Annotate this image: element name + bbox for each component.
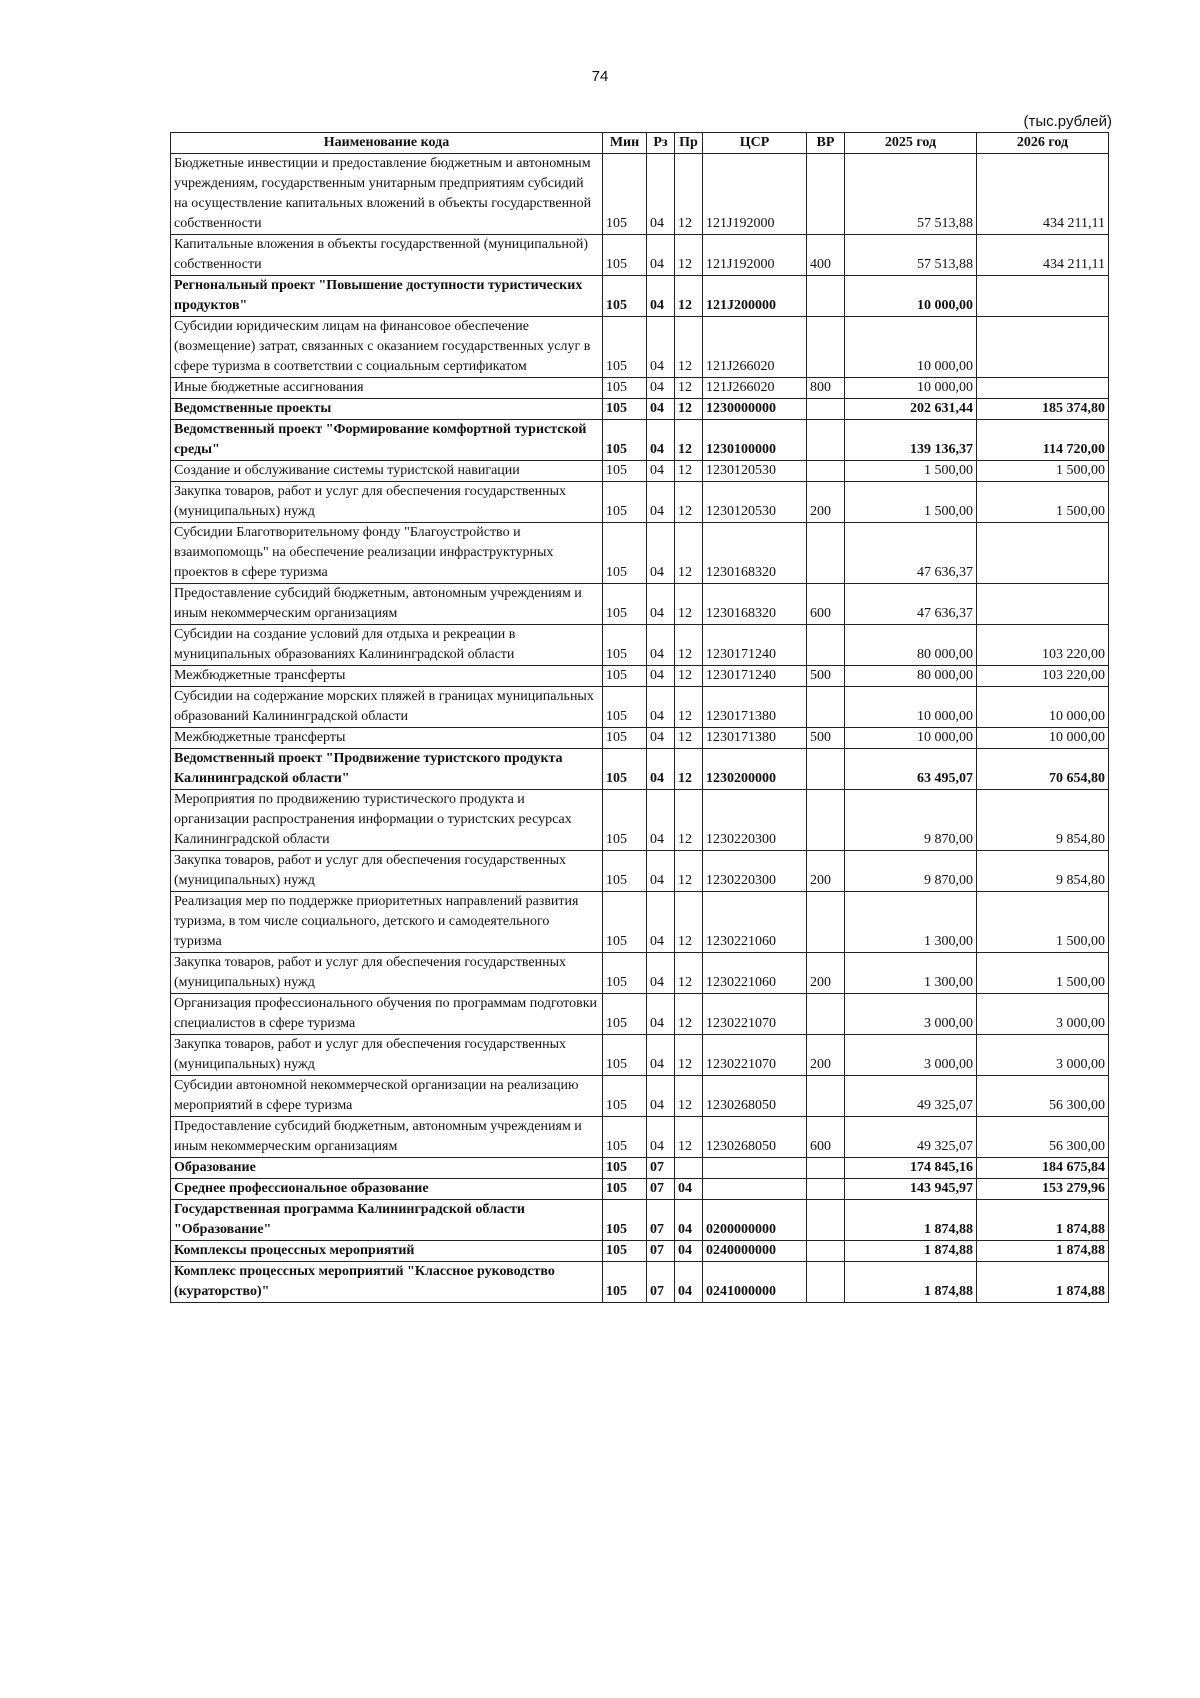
cell-name: Предоставление субсидий бюджетным, автономным учреждениям и иным некоммерческим организациям	[171, 584, 603, 625]
cell-pr: 04	[675, 1179, 703, 1200]
cell-name: Закупка товаров, работ и услуг для обеспечения государственных (муниципальных) нужд	[171, 851, 603, 892]
cell-rz: 04	[647, 790, 675, 851]
cell-name: Закупка товаров, работ и услуг для обеспечения государственных (муниципальных) нужд	[171, 1035, 603, 1076]
table-row	[171, 420, 1109, 461]
table-row	[171, 953, 1109, 994]
cell-min: 105	[603, 1158, 647, 1179]
cell-pr: 12	[675, 687, 703, 728]
cell-vr	[807, 420, 845, 461]
cell-rz: 04	[647, 482, 675, 523]
cell-pr: 12	[675, 276, 703, 317]
cell-csr: 1230268050	[703, 1076, 807, 1117]
cell-pr: 04	[675, 1241, 703, 1262]
cell-name: Иные бюджетные ассигнования	[171, 378, 603, 399]
cell-rz: 04	[647, 1117, 675, 1158]
cell-rz: 04	[647, 892, 675, 953]
cell-2026	[977, 317, 1109, 378]
cell-2026: 1 874,88	[977, 1200, 1109, 1241]
cell-rz: 04	[647, 687, 675, 728]
cell-min: 105	[603, 1200, 647, 1241]
cell-2025: 57 513,88	[845, 154, 977, 235]
cell-2026	[977, 378, 1109, 399]
header-2025: 2025 год	[845, 133, 977, 154]
cell-name: Ведомственный проект "Формирование комфортной туристской среды"	[171, 420, 603, 461]
cell-2025: 9 870,00	[845, 790, 977, 851]
table-row	[171, 1241, 1109, 1262]
table-body	[171, 154, 1109, 1303]
cell-vr	[807, 892, 845, 953]
cell-pr: 12	[675, 378, 703, 399]
cell-pr: 12	[675, 892, 703, 953]
cell-name: Закупка товаров, работ и услуг для обеспечения государственных (муниципальных) нужд	[171, 482, 603, 523]
cell-csr: 1230120530	[703, 482, 807, 523]
cell-csr: 1230168320	[703, 523, 807, 584]
cell-pr: 12	[675, 625, 703, 666]
cell-name: Реализация мер по поддержке приоритетных направлений развития туризма, в том числе социального, детского и самодеятельного туризма	[171, 892, 603, 953]
cell-pr: 12	[675, 235, 703, 276]
cell-vr	[807, 1200, 845, 1241]
cell-2026: 70 654,80	[977, 749, 1109, 790]
header-min: Мин	[603, 133, 647, 154]
header-name: Наименование кода	[171, 133, 603, 154]
cell-pr: 12	[675, 1117, 703, 1158]
table-row	[171, 1200, 1109, 1241]
cell-vr	[807, 687, 845, 728]
cell-rz: 04	[647, 154, 675, 235]
cell-2026: 153 279,96	[977, 1179, 1109, 1200]
cell-2026: 10 000,00	[977, 728, 1109, 749]
table-row	[171, 584, 1109, 625]
table-row	[171, 790, 1109, 851]
table-row	[171, 1158, 1109, 1179]
cell-2025: 1 874,88	[845, 1200, 977, 1241]
cell-min: 105	[603, 154, 647, 235]
cell-min: 105	[603, 1241, 647, 1262]
table-row	[171, 666, 1109, 687]
cell-rz: 04	[647, 399, 675, 420]
cell-2026	[977, 523, 1109, 584]
cell-min: 105	[603, 461, 647, 482]
cell-min: 105	[603, 1076, 647, 1117]
cell-2025: 47 636,37	[845, 523, 977, 584]
cell-csr: 0200000000	[703, 1200, 807, 1241]
cell-vr: 200	[807, 1035, 845, 1076]
cell-vr	[807, 1076, 845, 1117]
cell-rz: 07	[647, 1179, 675, 1200]
cell-name: Регнональный проект "Повышение доступности туристических продуктов"	[171, 276, 603, 317]
cell-pr: 12	[675, 790, 703, 851]
cell-2026: 3 000,00	[977, 994, 1109, 1035]
cell-name: Бюджетные инвестиции и предоставление бюджетным и автономным учреждениям, государственным унитарным предприятиям субсидий на осуществление капитальных вложений в объекты государственной собственности	[171, 154, 603, 235]
cell-min: 105	[603, 851, 647, 892]
cell-2025: 9 870,00	[845, 851, 977, 892]
cell-min: 105	[603, 687, 647, 728]
cell-vr: 600	[807, 584, 845, 625]
cell-rz: 04	[647, 994, 675, 1035]
cell-vr: 500	[807, 666, 845, 687]
cell-pr: 12	[675, 994, 703, 1035]
cell-name: Межбюджетные трансферты	[171, 728, 603, 749]
cell-min: 105	[603, 749, 647, 790]
cell-name: Ведомственный проект "Продвижение туристского продукта Калининградской области"	[171, 749, 603, 790]
cell-name: Образование	[171, 1158, 603, 1179]
cell-csr: 1230000000	[703, 399, 807, 420]
cell-pr	[675, 1158, 703, 1179]
cell-rz: 04	[647, 749, 675, 790]
cell-min: 105	[603, 482, 647, 523]
cell-csr: 1230100000	[703, 420, 807, 461]
cell-pr: 12	[675, 728, 703, 749]
cell-vr	[807, 1262, 845, 1303]
cell-2025: 10 000,00	[845, 317, 977, 378]
cell-csr: 1230220300	[703, 790, 807, 851]
cell-name: Мероприятия по продвижению туристического продукта и организации распространения информации о туристских ресурсах Калининградской области	[171, 790, 603, 851]
cell-vr	[807, 1179, 845, 1200]
cell-vr	[807, 461, 845, 482]
cell-vr: 200	[807, 482, 845, 523]
table-row	[171, 625, 1109, 666]
header-2026: 2026 год	[977, 133, 1109, 154]
cell-pr: 12	[675, 154, 703, 235]
cell-csr: 1230120530	[703, 461, 807, 482]
cell-vr	[807, 523, 845, 584]
cell-csr: 1230168320	[703, 584, 807, 625]
cell-2026	[977, 584, 1109, 625]
cell-2026: 9 854,80	[977, 851, 1109, 892]
cell-csr: 1230171380	[703, 687, 807, 728]
cell-csr	[703, 1158, 807, 1179]
cell-min: 105	[603, 1117, 647, 1158]
cell-name: Субсидии Благотворительному фонду "Благоустройство и взаимопомощь" на обеспечение реализации инфраструктурных проектов в сфере туризма	[171, 523, 603, 584]
cell-pr: 12	[675, 399, 703, 420]
cell-csr: 1230221060	[703, 892, 807, 953]
cell-2026: 10 000,00	[977, 687, 1109, 728]
cell-2025: 10 000,00	[845, 687, 977, 728]
cell-vr	[807, 625, 845, 666]
cell-vr: 200	[807, 953, 845, 994]
cell-rz: 04	[647, 378, 675, 399]
cell-rz: 07	[647, 1262, 675, 1303]
cell-pr: 12	[675, 317, 703, 378]
cell-rz: 04	[647, 1076, 675, 1117]
cell-csr: 1230268050	[703, 1117, 807, 1158]
cell-min: 105	[603, 625, 647, 666]
cell-vr	[807, 399, 845, 420]
cell-min: 105	[603, 378, 647, 399]
cell-min: 105	[603, 584, 647, 625]
cell-rz: 04	[647, 851, 675, 892]
cell-csr: 1230171380	[703, 728, 807, 749]
cell-2025: 1 300,00	[845, 892, 977, 953]
cell-2026: 3 000,00	[977, 1035, 1109, 1076]
header-csr: ЦСР	[703, 133, 807, 154]
cell-rz: 04	[647, 728, 675, 749]
cell-vr: 500	[807, 728, 845, 749]
cell-pr: 12	[675, 584, 703, 625]
cell-min: 105	[603, 728, 647, 749]
cell-vr	[807, 749, 845, 790]
cell-2026: 103 220,00	[977, 625, 1109, 666]
cell-min: 105	[603, 892, 647, 953]
cell-pr: 12	[675, 523, 703, 584]
table-row	[171, 1179, 1109, 1200]
table-row	[171, 687, 1109, 728]
table-row	[171, 378, 1109, 399]
cell-name: Ведомственные проекты	[171, 399, 603, 420]
cell-2026: 56 300,00	[977, 1076, 1109, 1117]
table-row	[171, 482, 1109, 523]
cell-2025: 1 874,88	[845, 1262, 977, 1303]
cell-2026: 1 874,88	[977, 1241, 1109, 1262]
cell-csr: 0240000000	[703, 1241, 807, 1262]
cell-vr	[807, 994, 845, 1035]
table-row	[171, 851, 1109, 892]
cell-2026: 1 500,00	[977, 953, 1109, 994]
cell-2025: 10 000,00	[845, 378, 977, 399]
cell-2026: 9 854,80	[977, 790, 1109, 851]
cell-2026: 1 500,00	[977, 482, 1109, 523]
cell-csr: 1230221060	[703, 953, 807, 994]
cell-2025: 49 325,07	[845, 1076, 977, 1117]
cell-min: 105	[603, 420, 647, 461]
cell-rz: 04	[647, 235, 675, 276]
cell-pr: 04	[675, 1262, 703, 1303]
cell-2025: 1 500,00	[845, 482, 977, 523]
cell-2025: 10 000,00	[845, 728, 977, 749]
cell-2025: 1 500,00	[845, 461, 977, 482]
cell-name: Субсидии на создание условий для отдыха и рекреации в муниципальных образованиях Калининградской области	[171, 625, 603, 666]
cell-pr: 12	[675, 420, 703, 461]
cell-2025: 63 495,07	[845, 749, 977, 790]
table-row	[171, 728, 1109, 749]
cell-csr: 121J200000	[703, 276, 807, 317]
cell-pr: 12	[675, 749, 703, 790]
cell-min: 105	[603, 790, 647, 851]
cell-min: 105	[603, 1262, 647, 1303]
units-label: (тыс.рублей)	[1023, 113, 1112, 130]
cell-rz: 04	[647, 276, 675, 317]
table-row	[171, 461, 1109, 482]
table-row	[171, 1117, 1109, 1158]
cell-rz: 04	[647, 584, 675, 625]
cell-name: Организация профессионального обучения по программам подготовки специалистов в сфере туризма	[171, 994, 603, 1035]
cell-vr	[807, 317, 845, 378]
cell-2025: 1 874,88	[845, 1241, 977, 1262]
cell-name: Комплексы процессных мероприятий	[171, 1241, 603, 1262]
table-row	[171, 1076, 1109, 1117]
cell-2026: 103 220,00	[977, 666, 1109, 687]
cell-csr: 1230200000	[703, 749, 807, 790]
cell-name: Комплекс процессных мероприятий "Классное руководство (кураторство)"	[171, 1262, 603, 1303]
cell-min: 105	[603, 666, 647, 687]
table-row	[171, 994, 1109, 1035]
page-number: 74	[591, 68, 609, 85]
cell-rz: 04	[647, 953, 675, 994]
cell-2025: 202 631,44	[845, 399, 977, 420]
header-rz: Рз	[647, 133, 675, 154]
table-row	[171, 317, 1109, 378]
cell-vr: 400	[807, 235, 845, 276]
table-row	[171, 154, 1109, 235]
cell-rz: 07	[647, 1158, 675, 1179]
table-row	[171, 1262, 1109, 1303]
cell-pr: 12	[675, 482, 703, 523]
cell-csr: 1230220300	[703, 851, 807, 892]
cell-pr: 12	[675, 1076, 703, 1117]
cell-csr: 121J266020	[703, 378, 807, 399]
cell-rz: 07	[647, 1241, 675, 1262]
cell-pr: 12	[675, 666, 703, 687]
header-pr: Пр	[675, 133, 703, 154]
cell-2025: 3 000,00	[845, 994, 977, 1035]
cell-min: 105	[603, 235, 647, 276]
table-row	[171, 892, 1109, 953]
cell-pr: 12	[675, 461, 703, 482]
cell-csr: 1230171240	[703, 666, 807, 687]
cell-2026: 434 211,11	[977, 154, 1109, 235]
cell-name: Среднее профессиональное образование	[171, 1179, 603, 1200]
cell-rz: 04	[647, 461, 675, 482]
cell-vr	[807, 276, 845, 317]
cell-vr: 600	[807, 1117, 845, 1158]
cell-csr: 1230171240	[703, 625, 807, 666]
cell-2025: 80 000,00	[845, 666, 977, 687]
budget-table	[170, 132, 1109, 1303]
cell-name: Закупка товаров, работ и услуг для обеспечения государственных (муниципальных) нужд	[171, 953, 603, 994]
cell-2025: 139 136,37	[845, 420, 977, 461]
cell-min: 105	[603, 1179, 647, 1200]
cell-pr: 12	[675, 851, 703, 892]
cell-2025: 174 845,16	[845, 1158, 977, 1179]
cell-pr: 12	[675, 953, 703, 994]
cell-name: Субсидии на содержание морских пляжей в границах муниципальных образований Калининградской области	[171, 687, 603, 728]
cell-2025: 49 325,07	[845, 1117, 977, 1158]
cell-2026: 1 500,00	[977, 892, 1109, 953]
cell-vr: 200	[807, 851, 845, 892]
cell-2026: 1 874,88	[977, 1262, 1109, 1303]
cell-csr: 0241000000	[703, 1262, 807, 1303]
cell-pr: 12	[675, 1035, 703, 1076]
header-vr: ВР	[807, 133, 845, 154]
table-row	[171, 523, 1109, 584]
table-row	[171, 1035, 1109, 1076]
cell-rz: 04	[647, 523, 675, 584]
table-header-row	[171, 133, 1109, 154]
cell-name: Капитальные вложения в объекты государственной (муниципальной) собственности	[171, 235, 603, 276]
cell-vr	[807, 790, 845, 851]
cell-2025: 143 945,97	[845, 1179, 977, 1200]
cell-2026: 185 374,80	[977, 399, 1109, 420]
table-row	[171, 235, 1109, 276]
cell-2025: 57 513,88	[845, 235, 977, 276]
cell-min: 105	[603, 399, 647, 420]
cell-csr: 121J266020	[703, 317, 807, 378]
cell-min: 105	[603, 953, 647, 994]
cell-vr: 800	[807, 378, 845, 399]
cell-csr	[703, 1179, 807, 1200]
cell-csr: 121J192000	[703, 154, 807, 235]
cell-rz: 04	[647, 420, 675, 461]
cell-name: Создание и обслуживание системы туристской навигации	[171, 461, 603, 482]
cell-2026	[977, 276, 1109, 317]
cell-vr	[807, 154, 845, 235]
cell-2026: 1 500,00	[977, 461, 1109, 482]
cell-vr	[807, 1158, 845, 1179]
cell-name: Межбюджетные трансферты	[171, 666, 603, 687]
cell-min: 105	[603, 276, 647, 317]
cell-2026: 114 720,00	[977, 420, 1109, 461]
cell-csr: 1230221070	[703, 994, 807, 1035]
cell-vr	[807, 1241, 845, 1262]
table-row	[171, 749, 1109, 790]
cell-pr: 04	[675, 1200, 703, 1241]
cell-2025: 1 300,00	[845, 953, 977, 994]
cell-min: 105	[603, 317, 647, 378]
cell-min: 105	[603, 1035, 647, 1076]
table-row	[171, 399, 1109, 420]
cell-rz: 04	[647, 666, 675, 687]
cell-2025: 3 000,00	[845, 1035, 977, 1076]
cell-rz: 07	[647, 1200, 675, 1241]
cell-rz: 04	[647, 317, 675, 378]
cell-2026: 184 675,84	[977, 1158, 1109, 1179]
cell-name: Предоставление субсидий бюджетным, автономным учреждениям и иным некоммерческим организациям	[171, 1117, 603, 1158]
cell-csr: 121J192000	[703, 235, 807, 276]
cell-2026: 434 211,11	[977, 235, 1109, 276]
cell-min: 105	[603, 523, 647, 584]
cell-2026: 56 300,00	[977, 1117, 1109, 1158]
cell-2025: 47 636,37	[845, 584, 977, 625]
cell-2025: 80 000,00	[845, 625, 977, 666]
cell-rz: 04	[647, 1035, 675, 1076]
cell-2025: 10 000,00	[845, 276, 977, 317]
table-row	[171, 276, 1109, 317]
cell-csr: 1230221070	[703, 1035, 807, 1076]
cell-name: Субсидии автономной некоммерческой организации на реализацию мероприятий в сфере туризма	[171, 1076, 603, 1117]
cell-name: Государственная программа Калининградской области "Образование"	[171, 1200, 603, 1241]
cell-min: 105	[603, 994, 647, 1035]
cell-name: Субсидии юридическим лицам на финансовое обеспечение (возмещение) затрат, связанных с оказанием государственных услуг в сфере туризма в соответствии с социальным сертификатом	[171, 317, 603, 378]
cell-rz: 04	[647, 625, 675, 666]
